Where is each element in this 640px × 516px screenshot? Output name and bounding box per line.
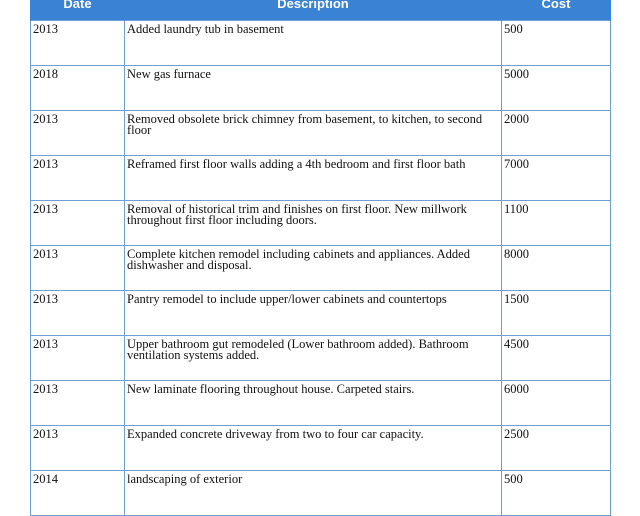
description-cell: Complete kitchen remodel including cabinets and appliances. Added dishwasher and disposal. [125,246,502,291]
description-cell: Pantry remodel to include upper/lower cabinets and countertops [125,291,502,336]
cost-cell: 4500 [502,336,611,381]
table-row [31,381,611,426]
cost-cell: 500 [502,471,611,516]
description-cell: Reframed first floor walls adding a 4th bedroom and first floor bath [125,156,502,201]
cost-cell: 8000 [502,246,611,291]
date-cell: 2013 [31,291,125,336]
description-cell: Removal of historical trim and finishes on first floor. New millwork throughout first floor including doors. [125,201,502,246]
cost-cell: 500 [502,21,611,66]
table-row [31,336,611,381]
cost-cell: 6000 [502,381,611,426]
date-cell: 2013 [31,201,125,246]
table-row [31,66,611,111]
table-row [31,111,611,156]
date-cell: 2013 [31,336,125,381]
date-cell: 2013 [31,111,125,156]
description-cell: landscaping of exterior [125,471,502,516]
improvements-table [30,0,611,516]
table-row [31,201,611,246]
table-header [31,0,611,21]
table-row [31,156,611,201]
cost-cell: 2500 [502,426,611,471]
description-cell: Expanded concrete driveway from two to four car capacity. [125,426,502,471]
table-row [31,426,611,471]
description-column-header: Description [125,0,502,21]
table-row [31,471,611,516]
cost-cell: 1100 [502,201,611,246]
table-body [31,21,611,516]
description-cell: Upper bathroom gut remodeled (Lower bathroom added). Bathroom ventilation systems added. [125,336,502,381]
table-row [31,21,611,66]
description-cell: Added laundry tub in basement [125,21,502,66]
date-cell: 2013 [31,381,125,426]
date-cell: 2014 [31,471,125,516]
description-cell: Removed obsolete brick chimney from basement, to kitchen, to second floor [125,111,502,156]
cost-cell: 5000 [502,66,611,111]
description-cell: New gas furnace [125,66,502,111]
cost-cell: 7000 [502,156,611,201]
description-cell: New laminate flooring throughout house. Carpeted stairs. [125,381,502,426]
table-row [31,246,611,291]
header-row [31,0,611,21]
date-cell: 2013 [31,21,125,66]
cost-column-header: Cost [502,0,611,21]
table-row [31,291,611,336]
cost-cell: 2000 [502,111,611,156]
date-cell: 2013 [31,246,125,291]
date-column-header: Date [31,0,125,21]
date-cell: 2013 [31,426,125,471]
date-cell: 2013 [31,156,125,201]
date-cell: 2018 [31,66,125,111]
cost-cell: 1500 [502,291,611,336]
